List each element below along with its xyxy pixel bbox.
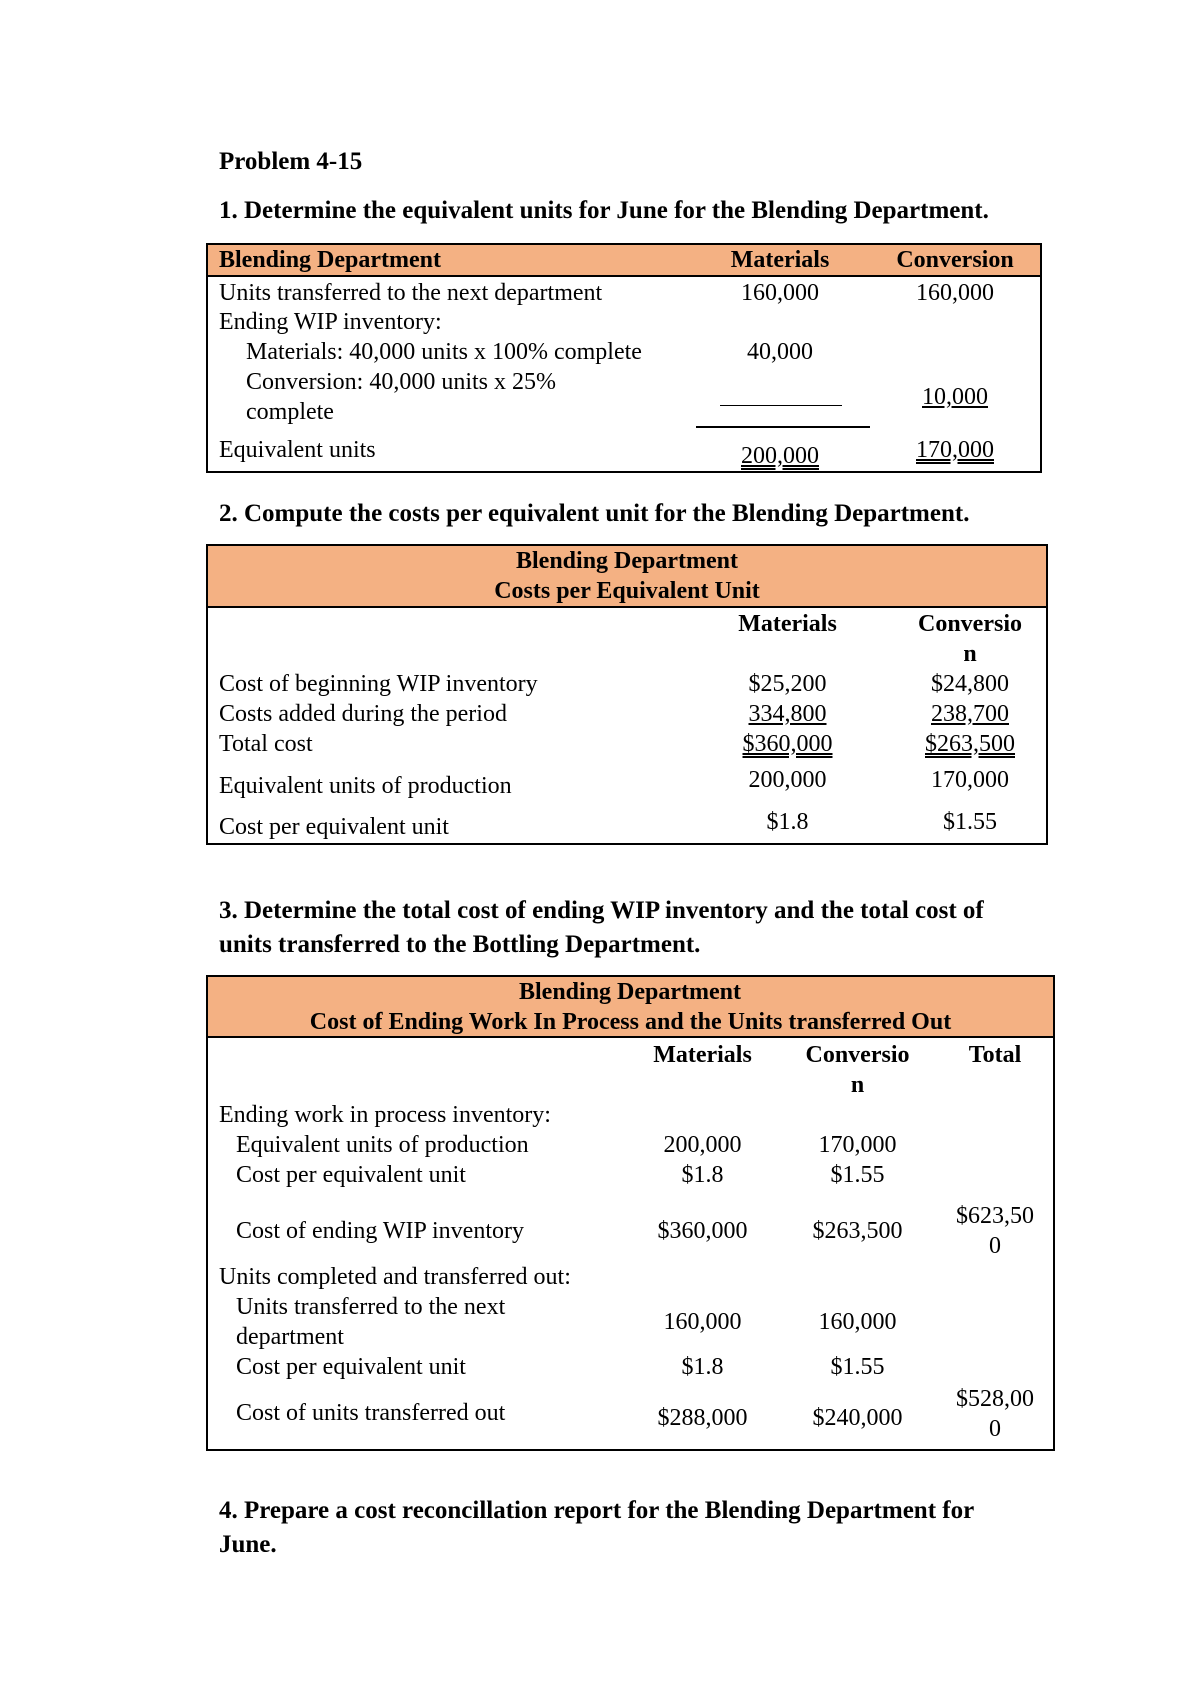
q1-col-conversion: Conversion: [896, 247, 1014, 273]
q2-row-materials: $360,000: [742, 731, 833, 757]
q2-row-conversion: $24,800: [931, 671, 1009, 697]
q3-heading-2: units transferred to the Bottling Department.: [219, 931, 701, 958]
q3-ending-cost-total-2: 0: [989, 1233, 1001, 1259]
q1-materials-total-rule: [696, 426, 870, 428]
q3-title-1: Blending Department: [519, 979, 741, 1005]
q1-row-conversion-value: 10,000: [922, 384, 988, 410]
q2-row-materials: 334,800: [748, 701, 827, 727]
q1-row-transferred-label: Units transferred to the next department: [219, 280, 603, 306]
q3-ending-cost-materials: $360,000: [657, 1218, 748, 1244]
problem-title: Problem 4-15: [219, 148, 363, 175]
q3-completed-header: Units completed and transferred out:: [219, 1264, 571, 1290]
q1-table-title: Blending Department: [219, 247, 441, 273]
q2-heading: 2. Compute the costs per equivalent unit for the Blending Department.: [219, 500, 970, 527]
q1-row-equivalent-label: Equivalent units: [219, 437, 376, 463]
q1-heading: 1. Determine the equivalent units for June for the Blending Department.: [219, 197, 989, 224]
q1-row-materials-label: Materials: 40,000 units x 100% complete: [246, 339, 642, 365]
q1-row-conversion-label-1: Conversion: 40,000 units x 25%: [246, 369, 556, 395]
q3-col-materials: Materials: [653, 1042, 752, 1068]
q3-completed-cpu-materials: $1.8: [681, 1354, 724, 1380]
q3-completed-units-label-2: department: [236, 1324, 344, 1350]
q1-row-equivalent-materials: 200,000: [741, 443, 819, 469]
q2-row-conversion: $263,500: [925, 731, 1015, 757]
q3-ending-eq-label: Equivalent units of production: [236, 1132, 529, 1158]
q2-row-label: Cost of beginning WIP inventory: [219, 671, 538, 697]
q2-col-conversion-1: Conversio: [918, 611, 1022, 637]
q2-row-label: Equivalent units of production: [219, 773, 512, 799]
q3-completed-cpu-label: Cost per equivalent unit: [236, 1354, 466, 1380]
q4-heading-1: 4. Prepare a cost reconcillation report for the Blending Department for: [219, 1497, 975, 1524]
q3-ending-eq-conversion: 170,000: [818, 1132, 897, 1158]
q2-col-conversion-2: n: [963, 641, 977, 667]
q3-completed-units-conversion: 160,000: [818, 1309, 897, 1335]
q3-ending-eq-materials: 200,000: [663, 1132, 742, 1158]
q3-completed-cost-total-2: 0: [989, 1416, 1001, 1442]
q3-ending-cost-total-1: $623,50: [956, 1203, 1034, 1229]
q3-ending-cpu-materials: $1.8: [681, 1162, 724, 1188]
q1-row-conversion-label-2: complete: [246, 399, 334, 425]
q3-col-conversion-2: n: [850, 1072, 865, 1098]
q3-completed-cost-total-1: $528,00: [956, 1386, 1034, 1412]
q2-col-materials: Materials: [738, 611, 837, 637]
q1-materials-underline: [720, 405, 842, 406]
q3-heading-1: 3. Determine the total cost of ending WIP inventory and the total cost of: [219, 897, 984, 924]
q3-completed-cost-materials: $288,000: [657, 1405, 748, 1431]
q2-row-materials: $25,200: [748, 671, 827, 697]
q2-row-label: Cost per equivalent unit: [219, 814, 449, 840]
q1-row-transferred-conversion: 160,000: [916, 280, 994, 306]
q3-ending-cpu-label: Cost per equivalent unit: [236, 1162, 466, 1188]
q3-completed-units-label-1: Units transferred to the next: [236, 1294, 506, 1320]
q1-col-materials: Materials: [730, 247, 830, 273]
q1-row-materials-value: 40,000: [747, 339, 813, 365]
q4-heading-2: June.: [219, 1531, 277, 1558]
q1-row-ending-wip-label: Ending WIP inventory:: [219, 309, 442, 335]
q2-row-conversion: $1.55: [943, 809, 997, 835]
q3-completed-cost-label: Cost of units transferred out: [236, 1400, 506, 1426]
q1-row-transferred-materials: 160,000: [741, 280, 819, 306]
q3-completed-cpu-conversion: $1.55: [830, 1354, 885, 1380]
q3-ending-header: Ending work in process inventory:: [219, 1102, 551, 1128]
q2-row-materials: 200,000: [748, 767, 827, 793]
q3-col-conversion-1: Conversio: [805, 1042, 910, 1068]
q3-completed-cost-conversion: $240,000: [812, 1405, 903, 1431]
q2-row-conversion: 238,700: [931, 701, 1009, 727]
q2-title-2: Costs per Equivalent Unit: [494, 578, 760, 604]
q3-ending-cost-conversion: $263,500: [812, 1218, 903, 1244]
q1-row-equivalent-conversion: 170,000: [916, 437, 994, 463]
q3-title-2: Cost of Ending Work In Process and the Units transferred Out: [309, 1009, 952, 1035]
q2-title-1: Blending Department: [516, 548, 738, 574]
q3-col-total: Total: [968, 1042, 1022, 1068]
q2-row-materials: $1.8: [766, 809, 809, 835]
q2-row-conversion: 170,000: [931, 767, 1009, 793]
q3-completed-units-materials: 160,000: [663, 1309, 742, 1335]
q3-ending-cpu-conversion: $1.55: [830, 1162, 885, 1188]
q2-row-label: Total cost: [219, 731, 313, 757]
q3-ending-cost-label: Cost of ending WIP inventory: [236, 1218, 524, 1244]
q2-row-label: Costs added during the period: [219, 701, 507, 727]
